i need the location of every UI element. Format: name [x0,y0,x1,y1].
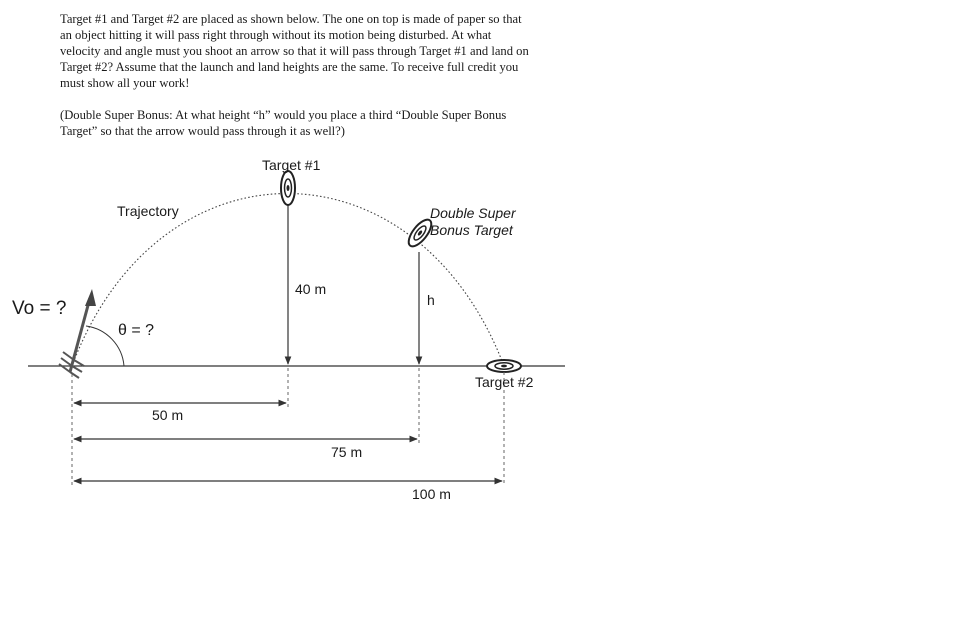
target2-label: Target #2 [475,374,534,390]
problem-paragraph: Target #1 and Target #2 are placed as shown below. The one on top is made of paper so that an object hitting it will pass right through without its motion being disturbed. At what velocity and angle must you shoot an arrow so that it will pass through Target #1 and land on Target #2? Assume that the launch and land heights are the same. To receive full credit you must show all your work! [60,12,529,90]
bonus-target-label-line2: Bonus Target [430,222,513,238]
target2-icon [487,360,521,372]
height-bonus-label: h [427,292,435,308]
bonus-paragraph: (Double Super Bonus: At what height “h” would you place a third “Double Super Bonus Target” so that the arrow would pass through it as well?) [60,108,507,138]
trajectory-label: Trajectory [117,203,179,219]
dist-target1-label: 50 m [152,407,184,423]
height-target1-label: 40 m [295,281,327,297]
velocity-label: Vo = ? [12,298,67,319]
target1-label: Target #1 [262,157,321,173]
dist-bonus-label: 75 m [331,444,363,460]
target1-icon [281,171,295,205]
dist-target2-label: 100 m [412,486,451,502]
bonus-target-label-line1: Double Super [430,205,516,221]
angle-label: θ = ? [118,322,155,339]
